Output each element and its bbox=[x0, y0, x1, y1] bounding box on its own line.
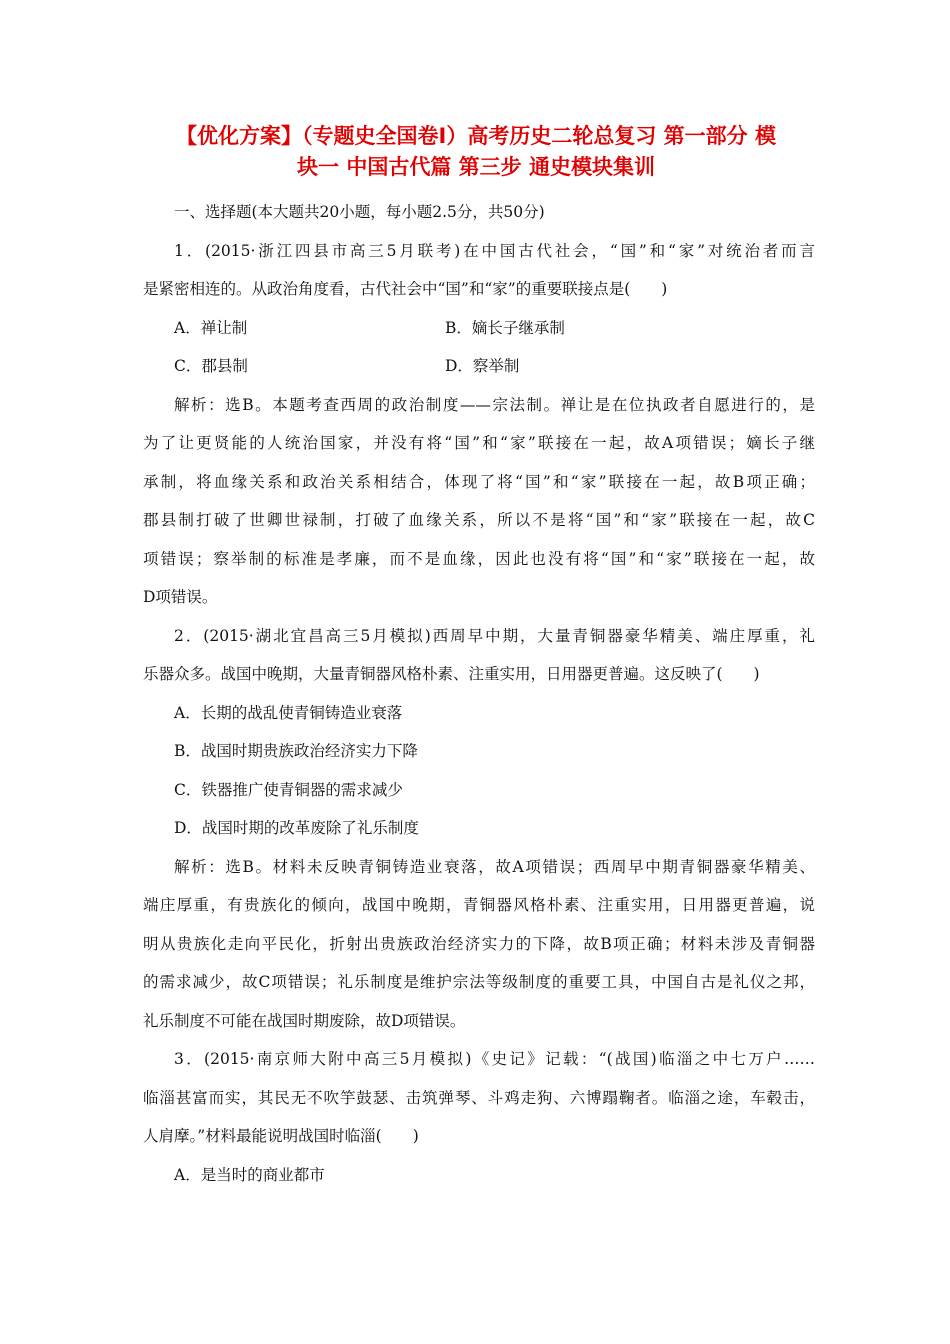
question-2-analysis-line: 的需求减少，故C项错误；礼乐制度是维护宗法等级制度的重要工具，中国自古是礼仪之邦， bbox=[143, 973, 815, 991]
question-2-analysis-line: 端庄厚重，有贵族化的倾向，战国中晚期，青铜器风格朴素、注重实用，日用器更普遍，说 bbox=[143, 896, 815, 914]
question-1-analysis-line: 项错误；察举制的标准是孝廉，而不是血缘，因此也没有将“国”和“家”联接在一起，故 bbox=[143, 549, 815, 568]
question-2-stem-line-1: 2．(2015·湖北宜昌高三5月模拟)西周早中期，大量青铜器豪华精美、端庄厚重，礼 bbox=[174, 626, 815, 645]
question-1-stem-line-1: 1．(2015·浙江四县市高三5月联考)在中国古代社会，“国”和“家”对统治者而言 bbox=[174, 241, 815, 260]
question-1-analysis-line: D项错误。 bbox=[143, 588, 218, 606]
question-2 bbox=[143, 623, 815, 1047]
question-1-option-b: B．嫡长子继承制 bbox=[445, 318, 565, 337]
question-1-analysis-line: 承制，将血缘关系和政治关系相结合，体现了将“国”和“家”联接在一起，故B项正确； bbox=[143, 472, 815, 491]
question-1-options-row-1 bbox=[143, 315, 815, 354]
question-3-option-a: A．是当时的商业都市 bbox=[174, 1165, 325, 1184]
question-2-option-a: A．长期的战乱使青铜铸造业衰落 bbox=[174, 703, 403, 722]
question-1-options-row-2 bbox=[143, 353, 815, 392]
section-header: 一、选择题(本大题共20小题，每小题2.5分，共50分) bbox=[174, 203, 545, 221]
question-2-analysis-line: 礼乐制度不可能在战国时期废除，故D项错误。 bbox=[143, 1011, 466, 1030]
document-title bbox=[140, 121, 812, 183]
question-3-stem-line-1: 3．(2015·南京师大附中高三5月模拟)《史记》记载：“(战国)临淄之中七万户…… bbox=[174, 1050, 815, 1068]
question-2-analysis-line: 明从贵族化走向平民化，折射出贵族政治经济实力的下降，故B项正确；材料未涉及青铜器 bbox=[143, 934, 815, 953]
question-1-stem-line-2: 是紧密相连的。从政治角度看，古代社会中“国”和“家”的重要联接点是( ) bbox=[143, 280, 668, 298]
question-2-option-b: B．战国时期贵族政治经济实力下降 bbox=[174, 742, 418, 760]
question-3 bbox=[143, 1046, 815, 1200]
question-1-option-c: C．郡县制 bbox=[174, 357, 248, 375]
question-1-analysis-line: 解析：选B。本题考查西周的政治制度——宗法制。禅让是在位执政者自愿进行的，是 bbox=[174, 395, 815, 414]
question-2-option-d: D．战国时期的改革废除了礼乐制度 bbox=[174, 819, 419, 837]
title-line-1: 【优化方案】（专题史全国卷Ⅰ）高考历史二轮总复习 第一部分 模 bbox=[176, 124, 776, 148]
question-2-option-c: C．铁器推广使青铜器的需求减少 bbox=[174, 780, 403, 799]
question-1-option-d: D．察举制 bbox=[445, 357, 520, 375]
question-1 bbox=[143, 238, 815, 623]
question-2-stem-line-2: 乐器众多。战国中晚期，大量青铜器风格朴素、注重实用，日用器更普遍。这反映了( ) bbox=[143, 665, 760, 683]
question-1-option-a: A．禅让制 bbox=[174, 318, 248, 337]
document-body bbox=[143, 199, 815, 1200]
question-1-analysis-line: 为了让更贤能的人统治国家，并没有将“国”和“家”联接在一起，故A项错误；嫡长子继 bbox=[143, 434, 815, 452]
title-line-2: 块一 中国古代篇 第三步 通史模块集训 bbox=[297, 155, 655, 179]
question-1-analysis-line: 郡县制打破了世卿世禄制，打破了血缘关系，所以不是将“国”和“家”联接在一起，故C bbox=[143, 511, 815, 529]
question-3-stem-line-2: 临淄甚富而实，其民无不吹竽鼓瑟、击筑弹琴、斗鸡走狗、六博蹋鞠者。临淄之途，车毂击， bbox=[143, 1088, 815, 1107]
question-2-analysis-line: 解析：选B。材料未反映青铜铸造业衰落，故A项错误；西周早中期青铜器豪华精美、 bbox=[174, 857, 815, 876]
question-3-stem-line-3: 人肩摩。”材料最能说明战国时临淄( ) bbox=[143, 1127, 419, 1145]
